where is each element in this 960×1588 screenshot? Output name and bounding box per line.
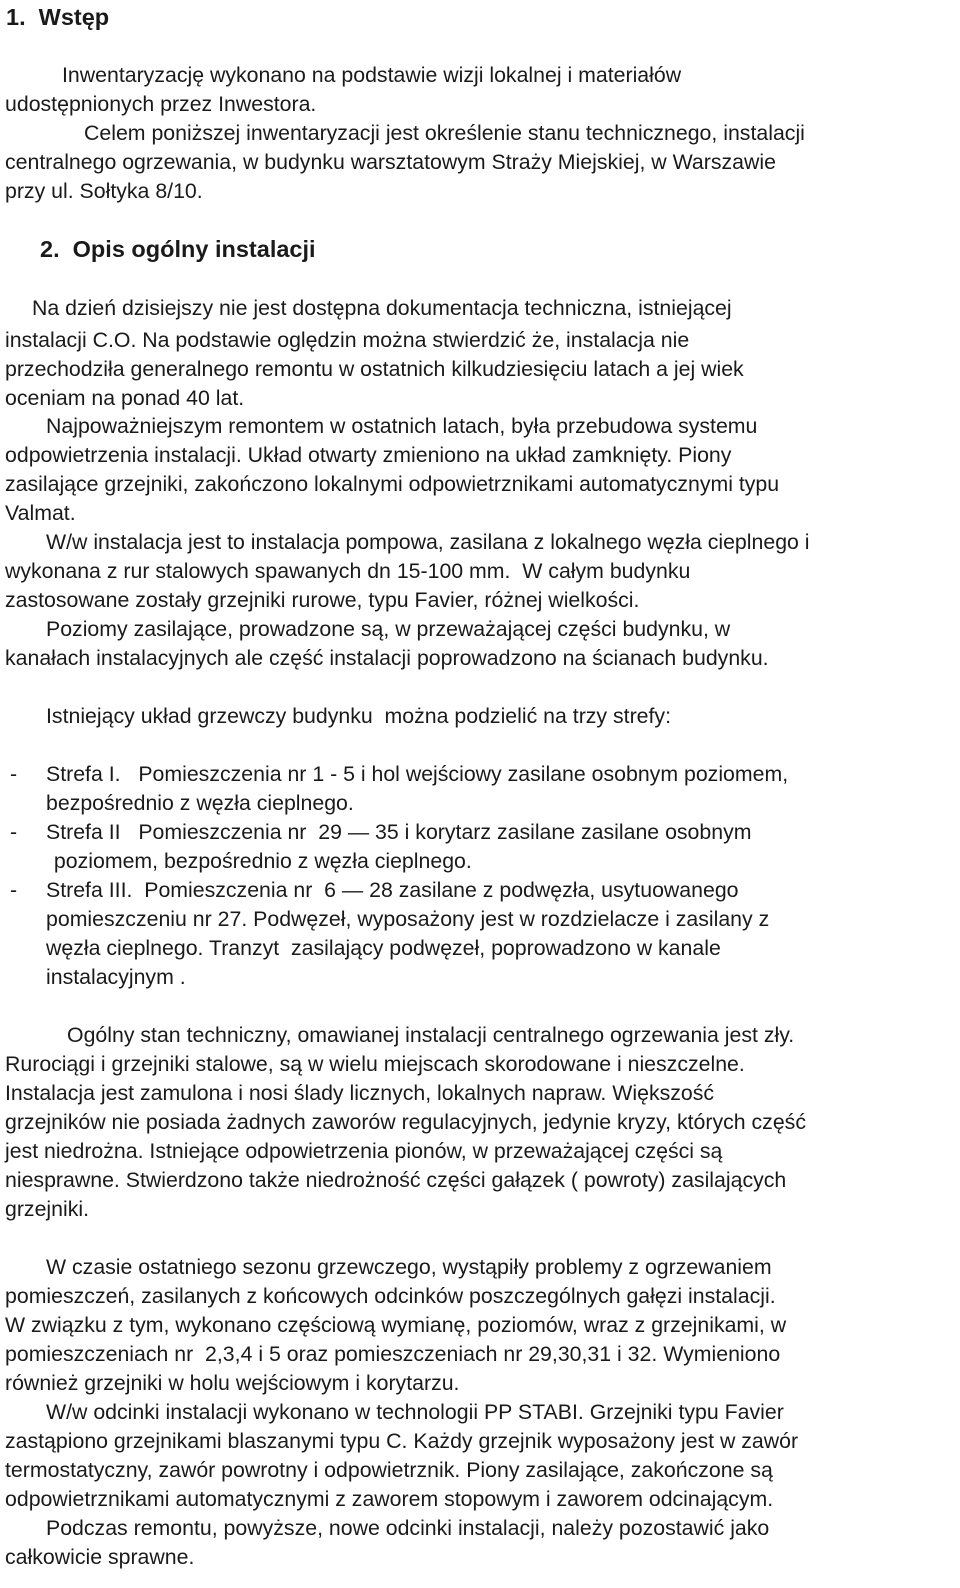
section-1-heading: 1. Wstęp	[6, 4, 110, 30]
paragraph-line: wykonana z rur stalowych spawanych dn 15-100 mm. W całym budynku	[5, 559, 691, 583]
paragraph-line: kanałach instalacyjnych ale część instalacji poprowadzono na ścianach budynku.	[5, 646, 769, 670]
zone-3-line: instalacyjnym .	[46, 965, 186, 989]
season-line: W związku z tym, wykonano częściową wymianę, poziomów, wraz z grzejnikami, w	[5, 1313, 787, 1337]
condition-line: jest niedrożna. Istniejące odpowietrzenia pionów, w przeważającej części są	[5, 1139, 723, 1163]
paragraph-line: Na dzień dzisiejszy nie jest dostępna dokumentacja techniczna, istniejącej	[32, 296, 732, 320]
section-1-line: przy ul. Sołtyka 8/10.	[5, 179, 203, 203]
zone-2-line: Strefa II Pomieszczenia nr 29 — 35 i korytarz zasilane zasilane osobnym	[46, 820, 752, 844]
condition-line: Instalacja jest zamulona i nosi ślady licznych, lokalnych napraw. Większość	[5, 1081, 715, 1105]
paragraph-line: Poziomy zasilające, prowadzone są, w przeważającej części budynku, w	[46, 617, 731, 641]
condition-line: grzejników nie posiada żadnych zaworów regulacyjnych, jedynie kryzy, których część	[5, 1110, 806, 1134]
zone-1-line: Strefa I. Pomieszczenia nr 1 - 5 i hol wejściowy zasilane osobnym poziomem,	[46, 762, 789, 786]
zone-3-line: pomieszczeniu nr 27. Podwęzeł, wyposażony jest w rozdzielacze i zasilany z	[46, 907, 770, 931]
pp-line: zastąpiono grzejnikami blaszanymi typu C. Każdy grzejnik wyposażony jest w zawór	[5, 1429, 799, 1453]
season-line: W czasie ostatniego sezonu grzewczego, wystąpiły problemy z ogrzewaniem	[46, 1255, 772, 1279]
condition-line: Rurociągi i grzejniki stalowe, są w wielu miejscach skorodowane i nieszczelne.	[5, 1052, 745, 1076]
section-2-heading: 2. Opis ogólny instalacji	[40, 236, 316, 262]
section-1-line: Inwentaryzację wykonano na podstawie wizji lokalnej i materiałów	[62, 63, 682, 87]
pp-line: W/w odcinki instalacji wykonano w technologii PP STABI. Grzejniki typu Favier	[46, 1400, 784, 1424]
season-line: pomieszczeniach nr 2,3,4 i 5 oraz pomieszczeniach nr 29,30,31 i 32. Wymieniono	[5, 1342, 781, 1366]
final-line: całkowicie sprawne.	[5, 1545, 195, 1569]
zone-3-line: węzła cieplnego. Tranzyt zasilający podwęzeł, poprowadzono w kanale	[46, 936, 721, 960]
zone-dash: -	[10, 762, 18, 786]
condition-line: niesprawne. Stwierdzono także niedrożność części gałązek ( powroty) zasilających	[5, 1168, 787, 1192]
zones-intro: Istniejący układ grzewczy budynku można podzielić na trzy strefy:	[46, 704, 671, 728]
pp-line: termostatyczny, zawór powrotny i odpowietrznik. Piony zasilające, zakończone są	[5, 1458, 773, 1482]
paragraph-line: W/w instalacja jest to instalacja pompowa, zasilana z lokalnego węzła cieplnego i	[46, 530, 810, 554]
zone-1-line: bezpośrednio z węzła cieplnego.	[46, 791, 354, 815]
paragraph-line: Najpoważniejszym remontem w ostatnich latach, była przebudowa systemu	[46, 414, 758, 438]
paragraph-line: zastosowane zostały grzejniki rurowe, typu Favier, różnej wielkości.	[5, 588, 640, 612]
zone-dash: -	[10, 820, 18, 844]
paragraph-line: zasilające grzejniki, zakończono lokalnymi odpowietrznikami automatycznymi typu	[5, 472, 780, 496]
section-1-line: Celem poniższej inwentaryzacji jest określenie stanu technicznego, instalacji	[84, 121, 805, 145]
paragraph-line: instalacji C.O. Na podstawie oględzin można stwierdzić że, instalacja nie	[5, 328, 690, 352]
paragraph-line: Valmat.	[5, 501, 76, 525]
season-line: pomieszczeń, zasilanych z końcowych odcinków poszczególnych gałęzi instalacji.	[5, 1284, 776, 1308]
paragraph-line: odpowietrzenia instalacji. Układ otwarty zmieniono na układ zamknięty. Piony	[5, 443, 732, 467]
section-1-line: udostępnionych przez Inwestora.	[5, 92, 317, 116]
paragraph-line: przechodziła generalnego remontu w ostatnich kilkudziesięciu latach a jej wiek	[5, 357, 744, 381]
zone-3-line: Strefa III. Pomieszczenia nr 6 — 28 zasilane z podwęzła, usytuowanego	[46, 878, 739, 902]
condition-line: grzejniki.	[5, 1197, 90, 1221]
zone-2-line: poziomem, bezpośrednio z węzła cieplnego.	[48, 849, 472, 873]
zone-dash: -	[10, 878, 18, 902]
condition-line: Ogólny stan techniczny, omawianej instalacji centralnego ogrzewania jest zły.	[67, 1023, 795, 1047]
paragraph-line: oceniam na ponad 40 lat.	[5, 386, 245, 410]
final-line: Podczas remontu, powyższe, nowe odcinki instalacji, należy pozostawić jako	[46, 1516, 770, 1540]
season-line: również grzejniki w holu wejściowym i korytarzu.	[5, 1371, 460, 1395]
section-1-line: centralnego ogrzewania, w budynku warsztatowym Straży Miejskiej, w Warszawie	[5, 150, 776, 174]
pp-line: odpowietrznikami automatycznymi z zaworem stopowym i zaworem odcinającym.	[5, 1487, 774, 1511]
